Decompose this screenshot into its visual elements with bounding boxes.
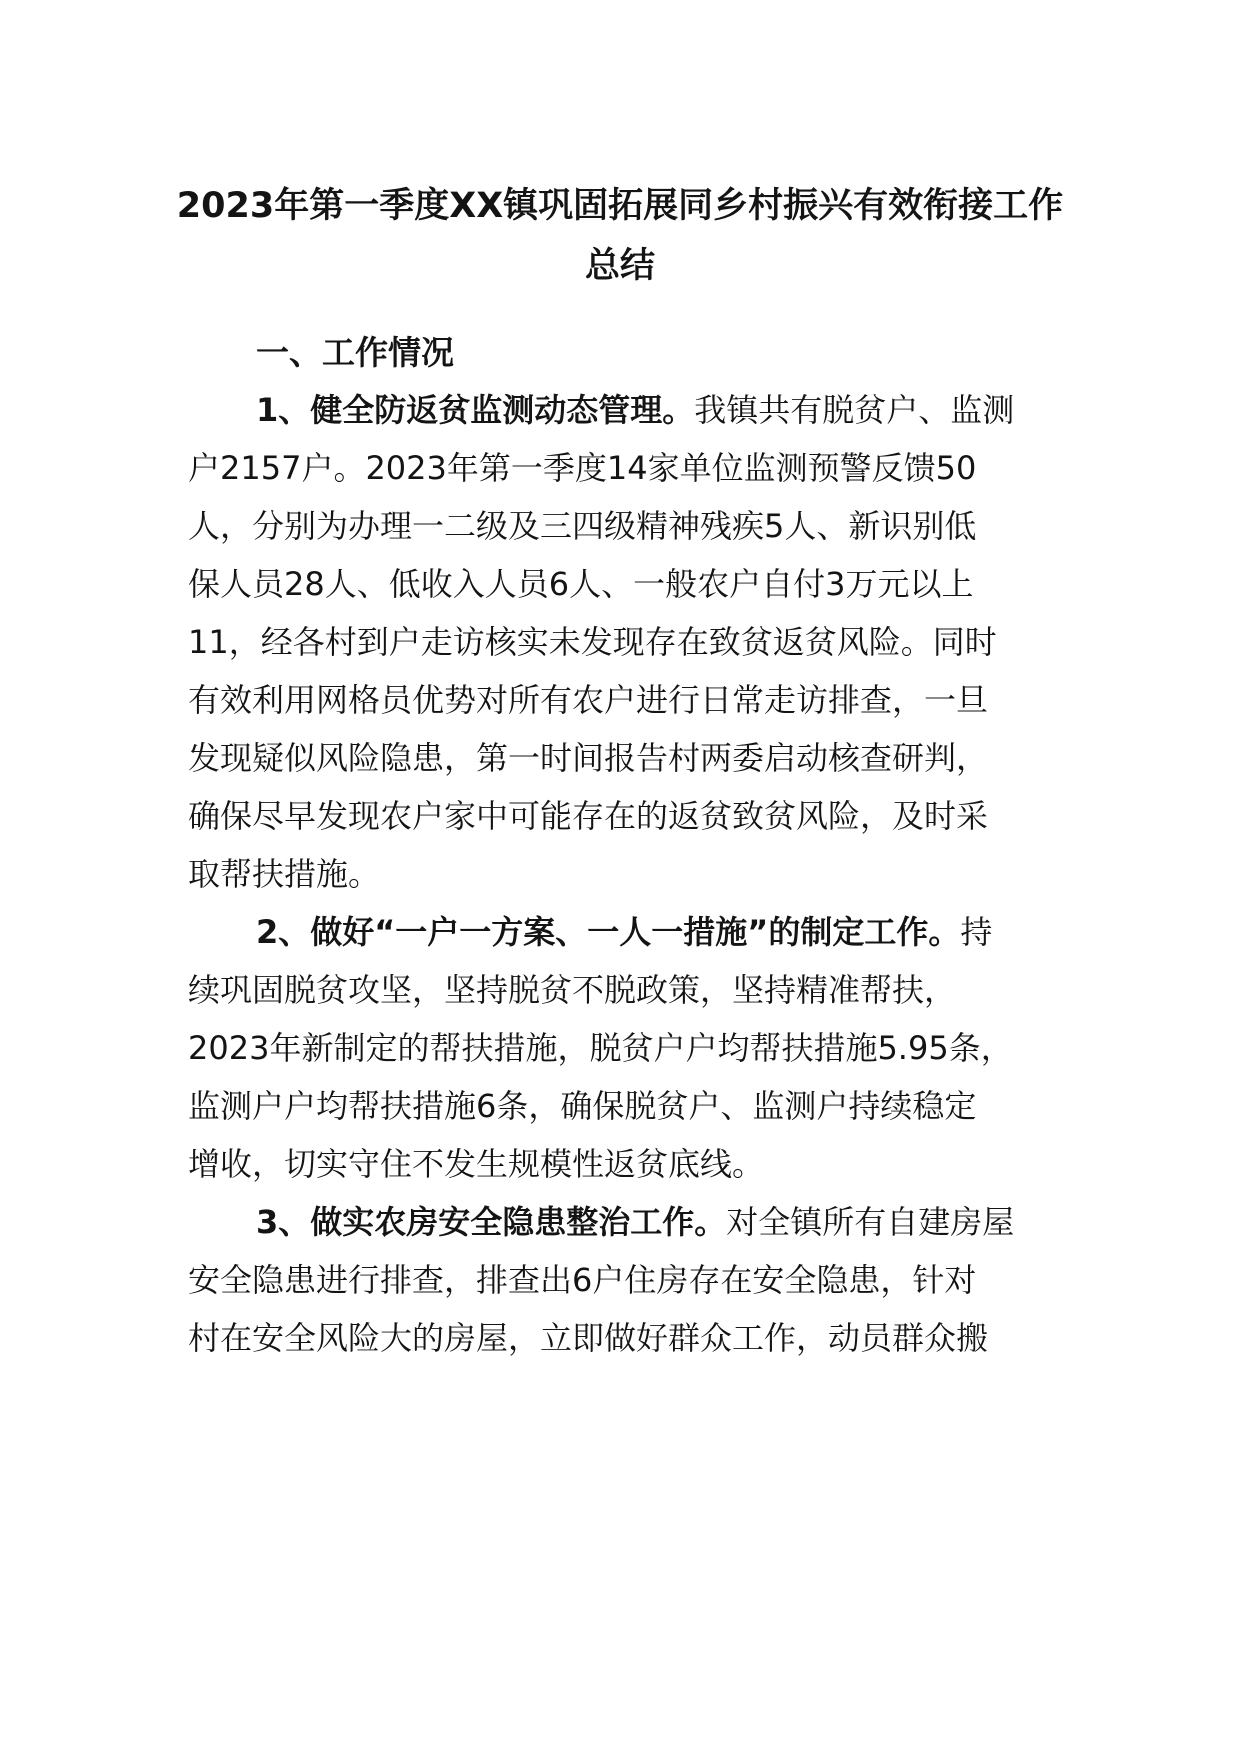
item3-first-line [256,1202,1014,1242]
item1-line: 有效利用网格员优势对所有农户进行日常走访排查，一旦 [188,681,989,719]
item1-line: 人，分别为办理一二级及三四级精神残疾5人、新识别低 [188,507,977,545]
item2-line: 监测户户均帮扶措施6条，确保脱贫户、监测户持续稳定 [188,1087,977,1125]
item3-line: 安全隐患进行排查，排查出6户住房存在安全隐患，针对 [188,1261,977,1299]
item1-text: 我镇共有脱贫户、监测 [694,391,1015,429]
item2-first-line [256,912,992,952]
item3-text: 对全镇所有自建房屋 [726,1203,1015,1241]
item1-line: 确保尽早发现农户家中可能存在的返贫致贫风险，及时采 [188,797,989,835]
item3-line: 村在安全风险大的房屋，立即做好群众工作，动员群众搬 [188,1319,989,1357]
item3-bold-lead: 3、做实农房安全隐患整治工作。 [256,1203,727,1241]
item2-bold-lead: 2、做好“一户一方案、一人一措施”的制定工作。 [256,913,961,951]
item2-line: 续巩固脱贫攻坚，坚持脱贫不脱政策，坚持精准帮扶， [188,971,957,1009]
item1-bold-lead: 1、健全防返贫监测动态管理。 [256,391,695,429]
item2-line: 增收，切实守住不发生规模性返贫底线。 [188,1145,765,1183]
item1-line: 发现疑似风险隐患，第一时间报告村两委启动核查研判， [188,739,989,777]
item1-first-line [256,390,1014,430]
item1-line: 保人员28人、低收入人员6人、一般农户自付3万元以上 [188,565,974,603]
item2-text: 持 [960,913,993,951]
item1-line: 11，经各村到户走访核实未发现存在致贫返贫风险。同时 [188,623,997,661]
item1-line: 取帮扶措施。 [188,855,381,893]
section-heading: 一、工作情况 [256,333,454,372]
item2-line: 2023年新制定的帮扶措施，脱贫户户均帮扶措施5.95条， [188,1029,1013,1067]
document-title-line-1: 2023年第一季度XX镇巩固拓展同乡村振兴有效衔接工作 [176,186,1064,226]
document-title-line-2: 总结 [584,246,655,286]
item1-line: 户2157户。2023年第一季度14家单位监测预警反馈50 [188,449,977,487]
